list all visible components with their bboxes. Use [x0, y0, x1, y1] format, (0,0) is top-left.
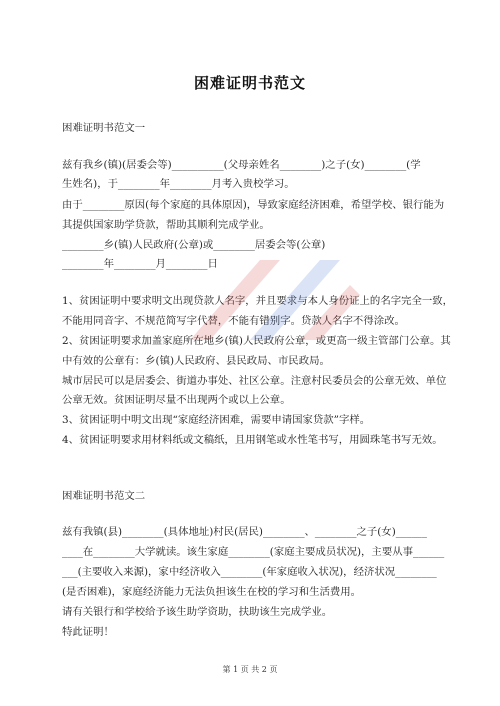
- section-heading-2: 困难证明书范文二: [62, 490, 146, 502]
- note-line: 中有效的公章有：乡(镇)人民政府、县民政局、市民政局。: [62, 355, 330, 367]
- body-line: 请有关银行和学校给予该生助学资助，扶助该生完成学业。: [62, 606, 333, 618]
- watermark-logo: [170, 240, 370, 360]
- body-line: 由于________原因(每个家庭的具体原因)，导致家庭经济困难，希望学校、银行能为: [62, 199, 445, 211]
- date-line: ________年________月________日: [62, 258, 218, 270]
- closing-line: 特此证明！: [62, 626, 114, 638]
- signature-line: ________乡(镇)人民政府(公章)或________居委会等(公章): [62, 239, 326, 251]
- body-line: ___(主要收入来源)，家中经济收入________(年家庭收入状况)，经济状况________: [62, 566, 437, 578]
- body-line: 兹有我乡(镇)(居委会等)__________(父母亲姓名________)之子(女)________(学: [62, 159, 421, 171]
- page-title: 困难证明书范文: [193, 74, 306, 92]
- note-line: 城市居民可以是居委会、街道办事处、社区公章。注意村民委员会的公章无效、单位: [62, 375, 447, 387]
- body-line: 其提供国家助学贷款，帮助其顺利完成学业。: [62, 219, 270, 231]
- note-line: 1、贫困证明中要求明文出现贷款人名字，并且要求与本人身份证上的名字完全一致，: [62, 295, 454, 307]
- body-line: ____在________大学就读。该生家庭________(家庭主要成员状况)，主要从事______: [62, 546, 445, 558]
- note-line: 4、贫困证明要求用材料纸或文稿纸，且用钢笔或水性笔书写，用圆珠笔书写无效。: [62, 434, 443, 446]
- body-line: 兹有我镇(县)________(具体地址)村民(居民)________、________之子(女)______: [62, 526, 427, 538]
- note-line: 不能用同音字、不规范简写字代替，不能有错别字。贷款人名字不得涂改。: [62, 315, 405, 327]
- body-line: (是否困难)，家庭经济能力无法负担该生在校的学习和生活费用。: [62, 586, 362, 598]
- note-line: 2、贫困证明要求加盖家庭所在地乡(镇)人民政府公章，或更高一级主管部门公章。其: [62, 335, 451, 347]
- section-heading-1: 困难证明书范文一: [62, 122, 146, 134]
- note-line: 公章无效。贫困证明尽量不出现两个或以上公章。: [62, 394, 291, 406]
- page-footer: 第 1 页 共 2 页: [222, 665, 278, 674]
- note-line: 3、贫困证明中明文出现“家庭经济困难，需要申请国家贷款”字样。: [62, 414, 371, 426]
- body-line: 生姓名)，于________年________月考入贵校学习。: [62, 178, 295, 190]
